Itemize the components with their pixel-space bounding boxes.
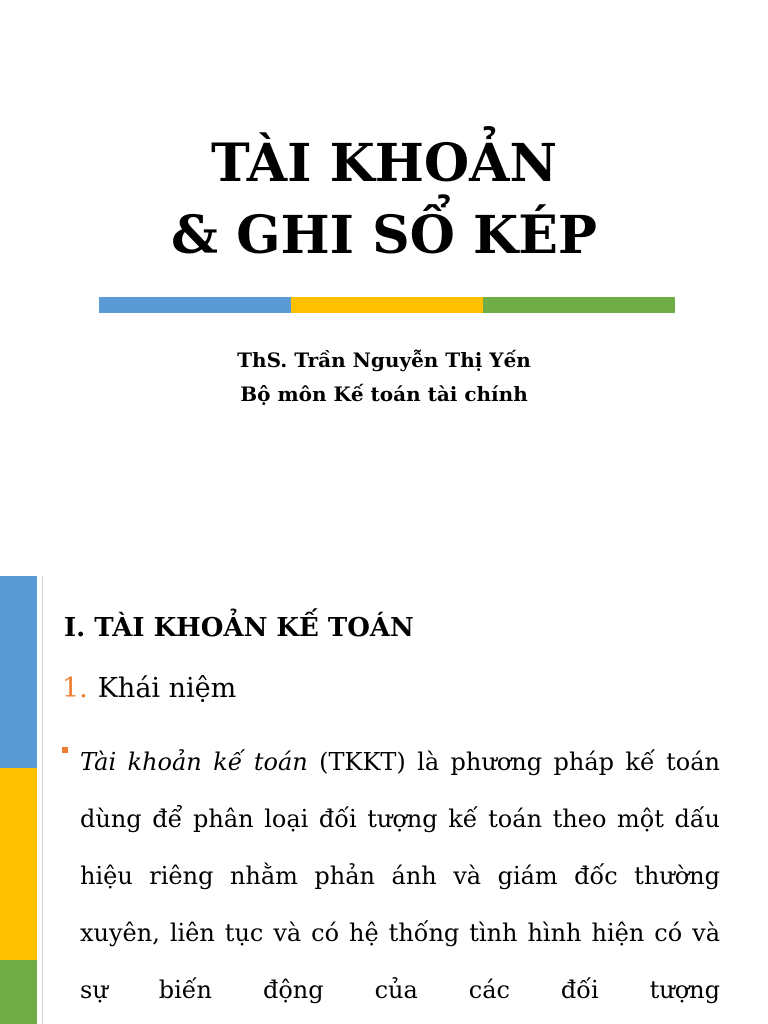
definition-term: Tài khoản kế toán (80, 748, 308, 776)
slide-title-line-1: TÀI KHOẢN (210, 133, 558, 194)
content-slide (0, 576, 768, 1024)
item-text: Khái niệm (97, 673, 237, 704)
department-name: Bộ môn Kế toán tài chính (240, 382, 528, 406)
numbered-item (62, 669, 236, 709)
divider-blue-segment (99, 297, 291, 313)
definition-paragraph (80, 734, 720, 1019)
item-number: 1. (62, 673, 88, 704)
definition-text: (TKKT) là phương pháp kế toán dùng để phân loại đối tượng kế toán theo một dấu hiệu riêng nhằm phản ánh và giám đốc thường xuyên, liên tục và có hệ thống tình hình hiện có và sự biến động của các đối tượng (80, 748, 720, 1004)
sidebar-divider-line (42, 576, 43, 1024)
section-heading: I. TÀI KHOẢN KẾ TOÁN (64, 613, 414, 643)
slide-title (0, 128, 768, 272)
sidebar-blue-segment (0, 576, 37, 768)
author-name: ThS. Trần Nguyễn Thị Yến (237, 348, 531, 372)
bullet-square-icon (62, 747, 68, 753)
sidebar-green-segment (0, 960, 37, 1024)
sidebar-yellow-segment (0, 768, 37, 960)
color-sidebar (0, 576, 37, 1024)
slide-title-line-2: & GHI SỔ KÉP (171, 205, 597, 266)
tricolor-divider (99, 297, 675, 313)
divider-green-segment (483, 297, 675, 313)
divider-yellow-segment (291, 297, 483, 313)
slide-subtitle (0, 343, 768, 411)
